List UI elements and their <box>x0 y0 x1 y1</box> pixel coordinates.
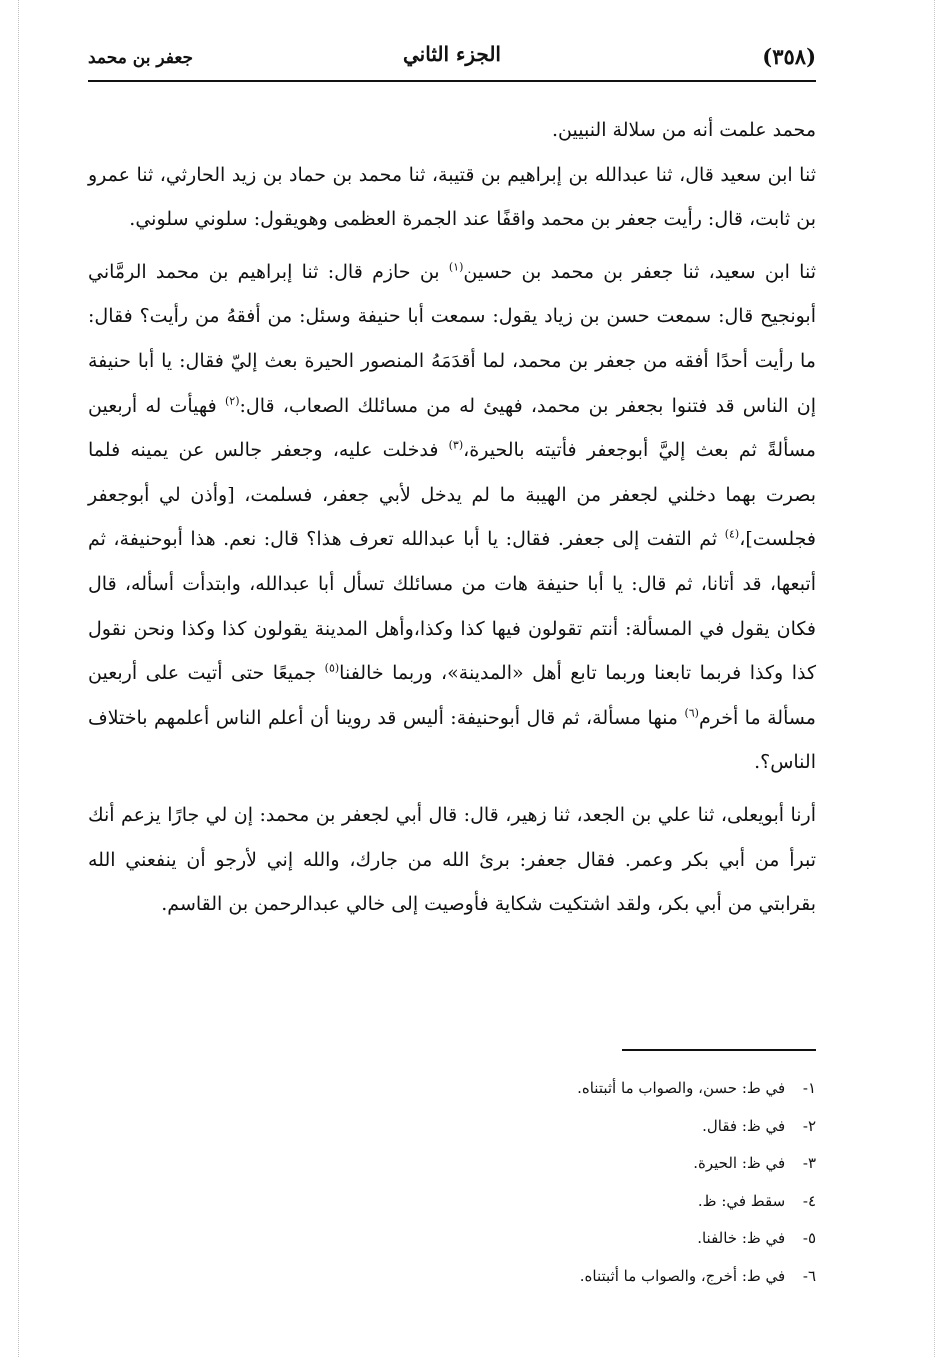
footnote-number: ٥- <box>802 1229 816 1248</box>
text-segment: بن حازم قال: ثنا إبراهيم بن محمد الرمَّاني أبونجيح قال: سمعت حسن بن زياد يقول: سمعت أبا حنيفة وسئل: من أفقهُ من رأيت؟ فقال: ما رأيت أحدًا أفقه من جعفر بن محمد، لما أقدَمَهُ المنصور الحيرة بعث إليّ فقال: يا أبا حنيفة إن الناس قد فتنوا بجعفر بن محمد، فهيئ له من مسائلك الصعاب، قال: <box>88 260 817 417</box>
footnotes <box>88 1070 816 1296</box>
footnote-number: ١- <box>802 1079 816 1097</box>
footnote-2 <box>88 1108 816 1146</box>
footnote-marker-5: (٥) <box>324 661 340 675</box>
header-rule <box>88 80 816 82</box>
text-segment: ثنا ابن سعيد، ثنا جعفر بن محمد بن حسين <box>463 260 816 283</box>
footnote-text: في ظ: فقال. <box>702 1116 786 1135</box>
footnote-text: سقط في: ظ. <box>697 1191 786 1210</box>
text-segment: فدخلت عليه، وجعفر جالس عن يمينه فلما بصرت بهما دخلني لجعفر من الهيبة ما لم يدخل لأبي جعفر، فسلمت، [وأذن لي أبوجعفر فجلست]، <box>88 439 816 551</box>
footnote-marker-6: (٦) <box>684 706 699 720</box>
footnote-number: ٤- <box>802 1191 816 1210</box>
footnote-marker-3: (٣) <box>448 438 464 452</box>
footnote-6 <box>88 1258 816 1296</box>
page-number: (٣٥٨) <box>762 44 816 69</box>
scan-edge-right <box>934 0 936 1357</box>
footnote-3 <box>88 1145 816 1183</box>
footnote-rule <box>622 1049 816 1051</box>
paragraph-amr-ibn-thabit: ثنا ابن سعيد قال، ثنا عبدالله بن إبراهيم بن قتيبة، ثنا محمد بن حماد بن زيد الحارثي، ثنا عمرو بن ثابت، قال: رأيت جعفر بن محمد واقفًا عند الجمرة العظمى وهويقول: سلوني سلوني. <box>88 163 816 231</box>
volume-title: الجزء الثاني <box>403 42 501 66</box>
footnote-4 <box>88 1183 816 1221</box>
footnote-text: في ط: حسن، والصواب ما أثبتناه. <box>577 1079 786 1097</box>
paragraph-abu-yala: أرنا أبويعلى، ثنا علي بن الجعد، ثنا زهير، قال: قال أبي لجعفر بن محمد: إن لي جارًا يزعم أنك تبرأ من أبي بكر وعمر. فقال جعفر: برئ الله من جارك، والله إني لأرجو أن ينفعني الله بقرابتي من أبي بكر، ولقد اشتكيت شكاية فأوصيت إلى خالي عبدالرحمن بن القاسم. <box>88 803 816 916</box>
footnote-marker-1: (١) <box>448 260 464 274</box>
text-segment: منها مسألة، ثم قال أبوحنيفة: أليس قد روينا أن أعلم الناس أعلمهم باختلاف الناس؟. <box>88 706 816 774</box>
scan-edge-left <box>18 0 20 1357</box>
footnote-text: في ط: أخرج، والصواب ما أثبتناه. <box>579 1266 786 1285</box>
footnote-number: ٣- <box>802 1154 816 1173</box>
footnote-5 <box>88 1220 816 1258</box>
main-text <box>88 108 816 927</box>
text-segment: فهيأت له أربعين مسألةً ثم بعث إليَّ أبوجعفر فأتيته بالحيرة، <box>88 394 816 462</box>
footnote-1 <box>88 1070 816 1108</box>
page-header <box>88 40 816 80</box>
footnote-text: في ظ: خالفنا. <box>697 1229 786 1248</box>
paragraph-abu-hanifa <box>88 250 816 785</box>
running-title: جعفر بن محمد <box>88 48 194 68</box>
footnote-text: في ظ: الحيرة. <box>693 1154 786 1173</box>
text-segment: ثم التفت إلى جعفر. فقال: يا أبا عبدالله تعرف هذا؟ قال: نعم. هذا أبوحنيفة، ثم أتبعها، قد أتانا، ثم قال: يا أبا حنيفة هات من مسائلك تسأل أبا عبدالله، وابتدأت أسأله، قال فكان يقول في المسألة: أنتم تقولون فيها كذا وكذا،وأهل المدينة يقولون كذا وكذا ونحن نقول كذا وكذا فربما تابعنا وربما تابع أهل «المدينة»، وربما خالفنا <box>88 528 816 685</box>
footnote-marker-4: (٤) <box>724 528 740 542</box>
paragraph-continuation: محمد علمت أنه من سلالة النبيين. <box>552 119 816 141</box>
text-segment: جميعًا حتى أتيت على أربعين مسألة ما أخرم <box>88 662 816 729</box>
footnote-marker-2: (٢) <box>224 394 240 408</box>
footnote-number: ٦- <box>802 1266 816 1285</box>
footnote-number: ٢- <box>802 1116 816 1135</box>
